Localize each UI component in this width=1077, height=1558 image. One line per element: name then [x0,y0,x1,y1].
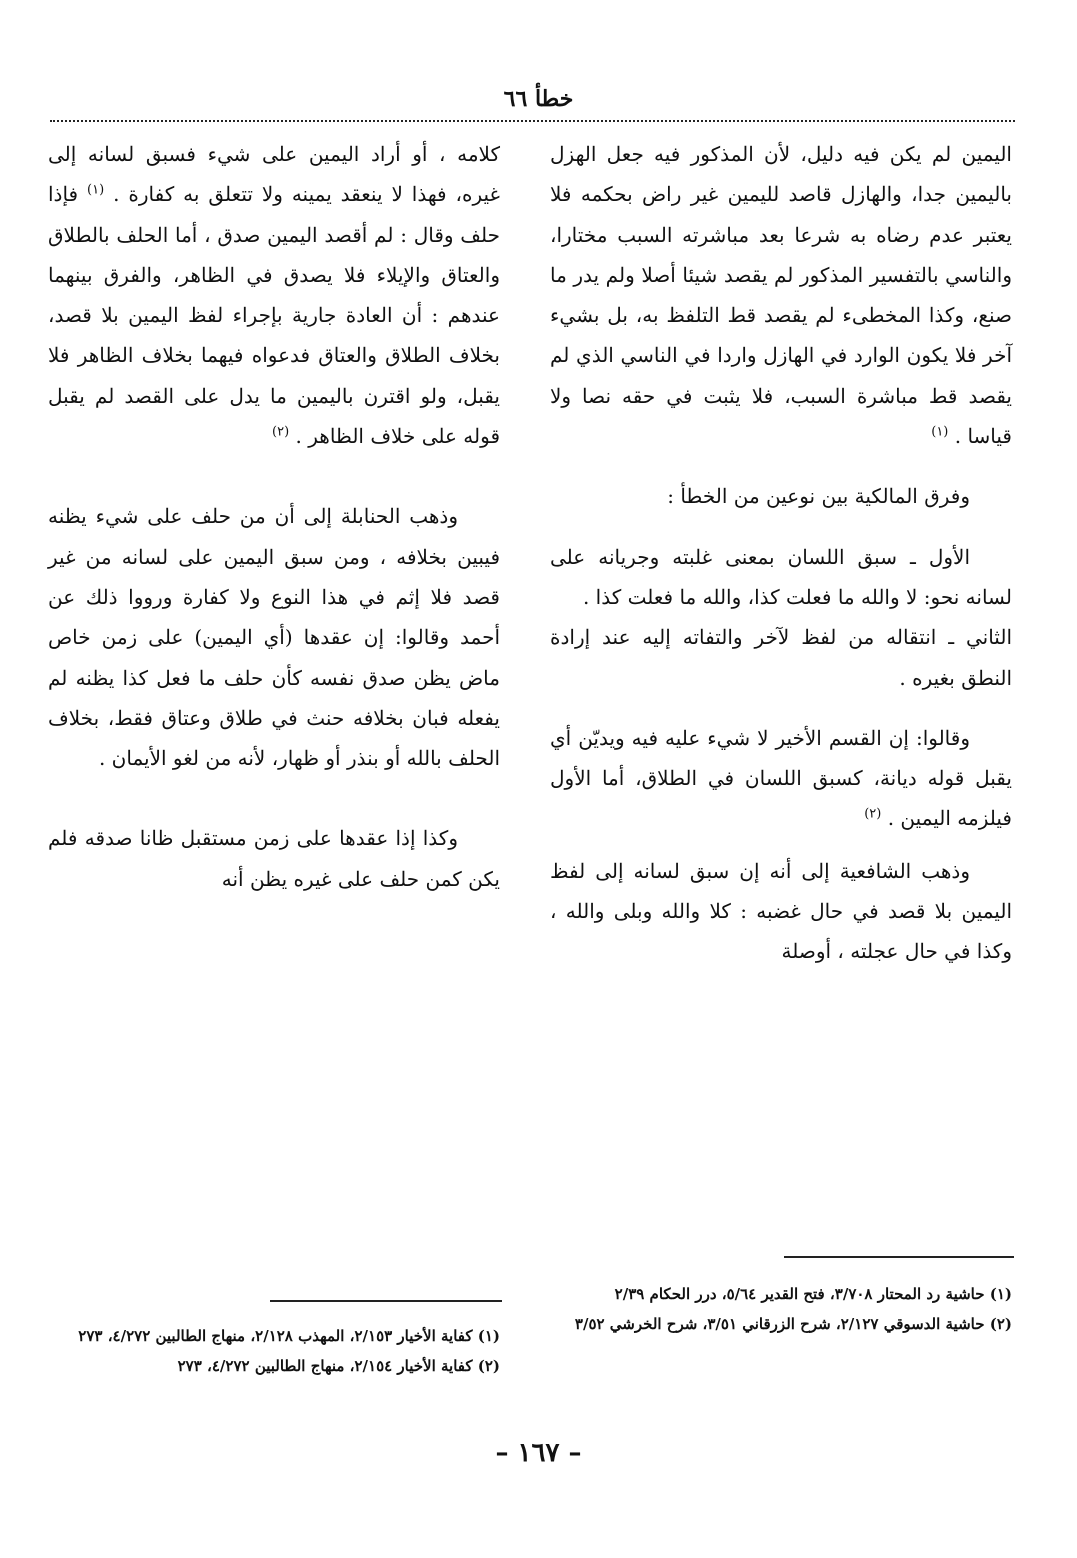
paragraph-gap [550,698,1012,718]
footnote-ref: (١) [87,182,105,198]
left-paragraph-3: وكذا إذا عقدها على زمن مستقبل ظانا صدقه فلم يكن كمن حلف على غيره يظن أنه [48,826,500,891]
paragraph-gap [48,778,500,818]
footnote-ref: (١) [931,424,949,440]
left-paragraph-2: وذهب الحنابلة إلى أن من حلف على شيء يظنه فيبين بخلافه ، ومن سبق اليمين على لسانه من غير قصد فلا إثم في هذا النوع ولا كفارة ورووا ذلك عن أحمد وقالوا: إن عقدها (أي اليمين) على زمن خاص ماض يظن صدق نفسه كأن حلف ما فعل كذا يظنه لم يفعله فبان بخلافه حنث في طلاق وعتاق فقط، بخلاف الحلف بالله أو بنذر أو ظهار، لأنه من لغو الأيمان . [48,504,500,771]
right-paragraph-6: وذهب الشافعية إلى أنه إن سبق لسانه إلى لفظ اليمين بلا قصد في حال غضبه : كلا والله وبلى والله ، وكذا في حال عجلته ، أوصلة [550,858,1012,964]
left-paragraph-1a-text: كلامه ، أو أراد اليمين على شيء فسبق لسانه إلى غيره، فهذا لا ينعقد يمينه ولا تتعلق به كفارة . [48,142,500,207]
footnote-ref: (٢) [272,424,290,440]
paragraph-gap [550,517,1012,537]
right-column [550,134,1012,972]
left-paragraph-1b-text: فإذا حلف وقال : لم أقصد اليمين صدق ، أما الحلف بالطلاق والعتاق والإيلاء فلا يصدق في الظاهر، والفرق بينهما عندهم : أن العادة جارية بإجراء لفظ اليمين بلا قصد، بخلاف الطلاق والعتاق فدعواه فيهما بخلاف الظاهر فلا يقبل، ولو اقترن باليمين ما يدل على القصد لم يقبل قوله على خلاف الظاهر . [48,182,500,449]
footnote-separator-left [270,1300,502,1302]
footnotes-right [550,1280,1012,1340]
right-paragraph-5 [550,718,1012,839]
right-paragraph-2: وفرق المالكية بين نوعين من الخطأ : [667,484,970,509]
footnote-right-1: (١) حاشية رد المحتار ٣/٧٠٨، فتح القدير ٥/٦٤، درر الحكام ٢/٣٩ [614,1285,1012,1303]
footnote-right-2: (٢) حاشية الدسوقي ٢/١٢٧، شرح الزرقاني ٣/٥١، شرح الخرشي ٣/٥٢ [574,1315,1012,1333]
footnote-left-1: (١) كفاية الأخيار ٢/١٥٣، المهذب ٢/١٢٨، منهاج الطالبين ٤/٢٧٢، ٢٧٣ [78,1327,500,1345]
paragraph-gap [48,456,500,496]
footnote-separator-right [784,1256,1014,1258]
page-number: – ١٦٧ – [495,1438,582,1468]
paragraph-gap [550,839,1012,851]
footnote-ref: (٢) [864,806,882,822]
right-paragraph-5-text: وقالوا: إن القسم الأخير لا شيء عليه فيه ويديّن أي يقبل قوله ديانة، كسبق اللسان في الطلاق، أما الأول فيلزمه اليمين . [550,725,1012,831]
left-column [48,134,500,899]
footnotes-left [48,1322,500,1382]
footnote-left-2: (٢) كفاية الأخيار ٢/١٥٤، منهاج الطالبين ٤/٢٧٢، ٢٧٣ [177,1357,500,1375]
left-paragraph-1 [48,134,500,456]
paragraph-gap [550,456,1012,476]
header-dotted-rule [50,120,1015,122]
right-paragraph-1 [550,134,1012,456]
right-paragraph-4: الثاني ـ انتقاله من لفظ لآخر والتفاته إليه عند إرادة النطق بغيره . [550,625,1012,690]
right-paragraph-1-text: اليمين لم يكن فيه دليل، لأن المذكور فيه جعل الهزل باليمين جدا، والهازل قاصد لليمين غير راض بحكمه فلا يعتبر عدم رضاه به شرعا بعد مباشرته السبب مختارا، والناسي بالتفسير المذكور لم يقصد شيئا أصلا ولم يدر ما صنع، وكذا المخطىء لم يقصد قط التلفظ به، بل بشيء آخر فلا يكون الوارد في الهازل واردا في الناسي الذي لم يقصد قط مباشرة السبب، فلا يثبت في حقه نصا ولا قياسا . [550,142,1012,449]
running-head: خطأ ٦٦ [503,86,574,112]
right-paragraph-3: الأول ـ سبق اللسان بمعنى غلبته وجريانه على لسانه نحو: لا والله ما فعلت كذا، والله ما فعلت كذا . [550,544,1012,609]
